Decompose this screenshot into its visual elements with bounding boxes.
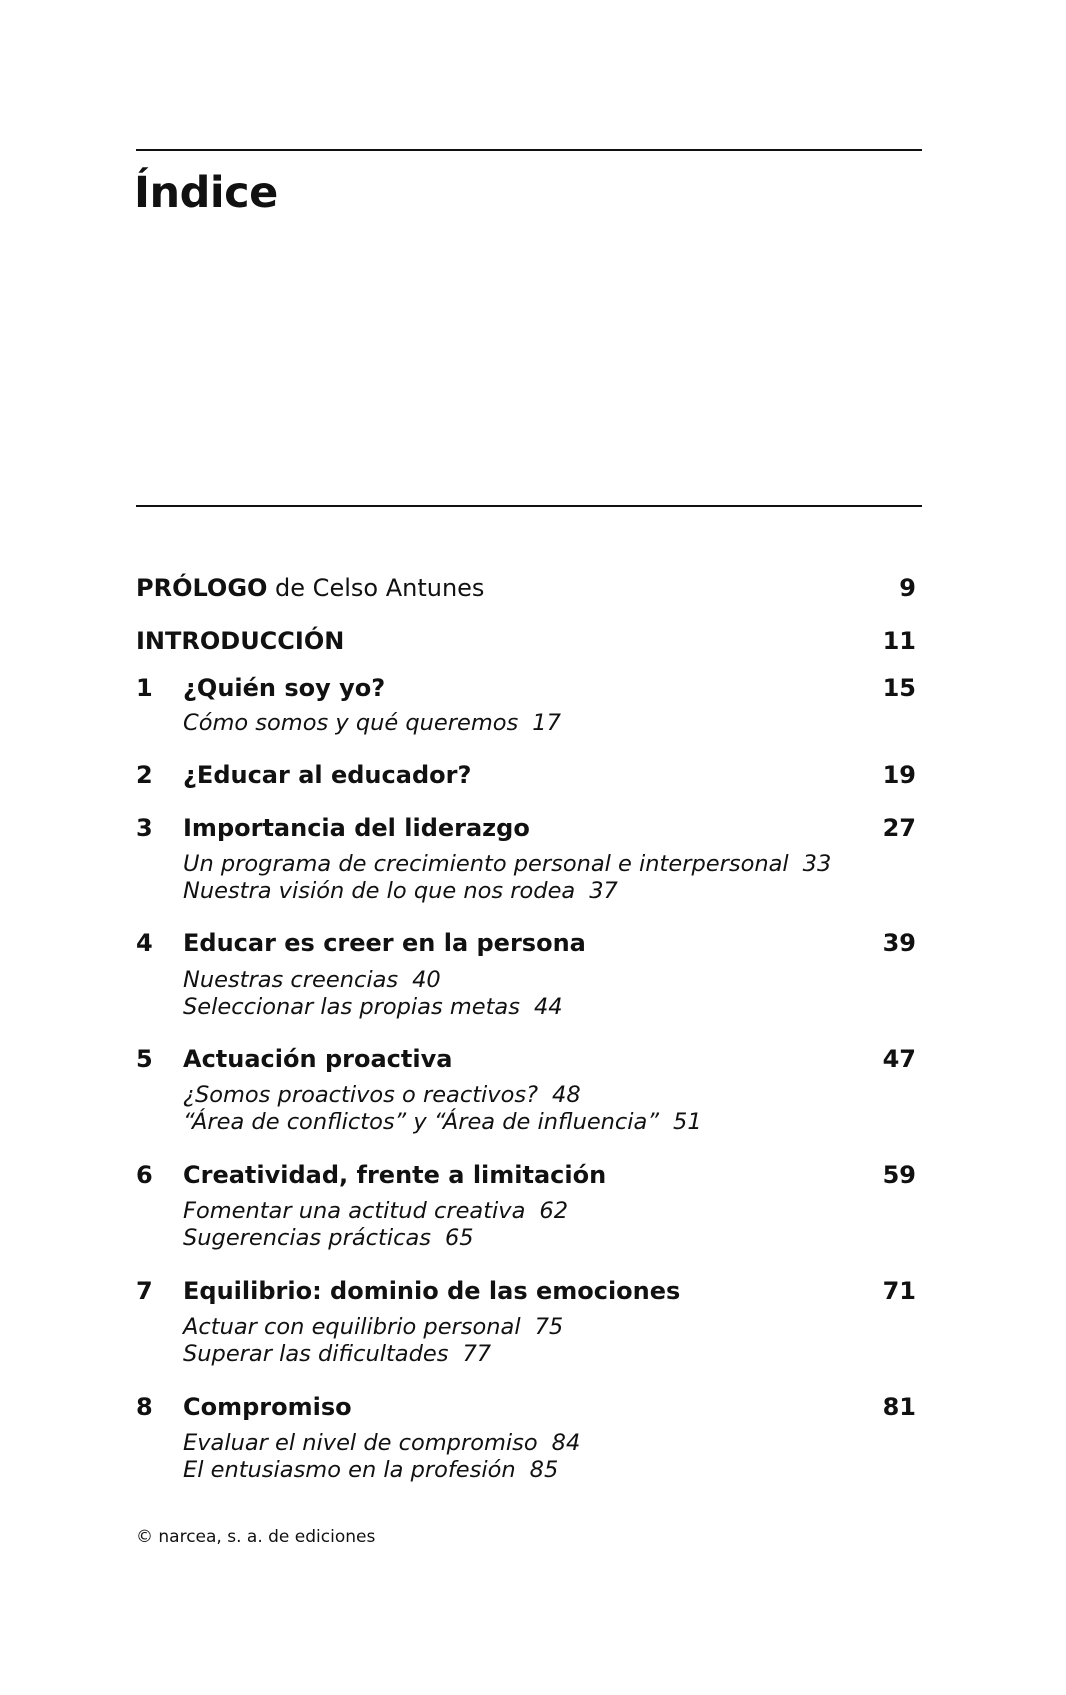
chapter-title: ¿Educar al educador? [183,761,472,789]
subsection-title: Fomentar una actitud creativa [183,1198,526,1224]
chapter-number: 5 [136,1045,153,1073]
subsection-page: 77 [462,1341,492,1367]
copyright-footer: © narcea, s. a. de ediciones [136,1527,376,1547]
subsection-title: Evaluar el nivel de compromiso [183,1430,538,1456]
chapter-title: Compromiso [183,1393,352,1421]
toc-subsection [183,993,563,1021]
chapter-number: 7 [136,1277,153,1305]
subsection-page: 17 [532,710,561,736]
subsection-title: Actuar con equilibrio personal [183,1314,521,1340]
toc-subsection [183,1313,563,1341]
subsection-page: 85 [529,1457,559,1483]
subsection-page: 40 [412,967,441,993]
chapter-page: 81 [882,1393,916,1421]
subsection-title: Sugerencias prácticas [183,1225,431,1251]
subsection-title: Un programa de crecimiento personal e interpersonal [183,851,789,877]
subsection-title: Nuestra visión de lo que nos rodea [183,878,576,904]
chapter-number: 4 [136,929,153,957]
subsection-title: Seleccionar las propias metas [183,994,520,1020]
toc-subsection [183,1108,702,1136]
subsection-title: Superar las dificultades [183,1341,449,1367]
toc-subsection [183,1081,581,1109]
toc-subsection [183,1429,580,1457]
toc-subsection [183,966,441,994]
chapter-number: 6 [136,1161,153,1189]
toc-subsection [183,1224,474,1252]
subsection-page: 65 [444,1225,474,1251]
toc-subsection [183,1456,558,1484]
subsection-page: 51 [673,1109,702,1135]
subsection-title: El entusiasmo en la profesión [183,1457,516,1483]
subsection-page: 84 [551,1430,581,1456]
subsection-page: 33 [802,851,832,877]
toc-subsection [183,1340,491,1368]
chapter-title: Creatividad, frente a limitación [183,1161,607,1189]
chapter-page: 15 [882,674,916,702]
chapter-title: Importancia del liderazgo [183,814,530,842]
toc-subsection [183,1197,568,1225]
subsection-page: 37 [589,878,618,904]
chapter-title: Actuación proactiva [183,1045,453,1073]
subsection-page: 44 [533,994,563,1020]
chapter-title: Educar es creer en la persona [183,929,586,957]
page-title: Índice [134,168,278,218]
prologue-author: de Celso Antunes [267,574,485,602]
subsection-title: ¿Somos proactivos o reactivos? [183,1082,539,1108]
toc-subsection [183,709,561,737]
middle-rule [136,505,922,507]
subsection-title: “Área de conflictos” y “Área de influencia” [183,1109,659,1135]
chapter-page: 59 [882,1161,916,1189]
subsection-page: 62 [539,1198,569,1224]
subsection-title: Nuestras creencias [183,967,399,993]
subsection-page: 75 [534,1314,564,1340]
chapter-page: 71 [882,1277,916,1305]
chapter-title: Equilibrio: dominio de las emociones [183,1277,681,1305]
subsection-title: Cómo somos y qué queremos [183,710,519,736]
intro-page: 11 [882,627,916,655]
chapter-page: 19 [882,761,916,789]
chapter-number: 2 [136,761,153,789]
top-rule [136,149,922,151]
intro-label: INTRODUCCIÓN [136,627,345,655]
chapter-page: 27 [882,814,916,842]
prologue-page: 9 [899,574,916,602]
toc-subsection [183,877,618,905]
chapter-title: ¿Quién soy yo? [183,674,386,702]
chapter-number: 3 [136,814,153,842]
subsection-page: 48 [552,1082,581,1108]
prologue-label: PRÓLOGO [136,574,268,602]
chapter-page: 39 [882,929,916,957]
chapter-number: 1 [136,674,153,702]
chapter-number: 8 [136,1393,153,1421]
chapter-page: 47 [882,1045,916,1073]
toc-subsection [183,850,831,878]
